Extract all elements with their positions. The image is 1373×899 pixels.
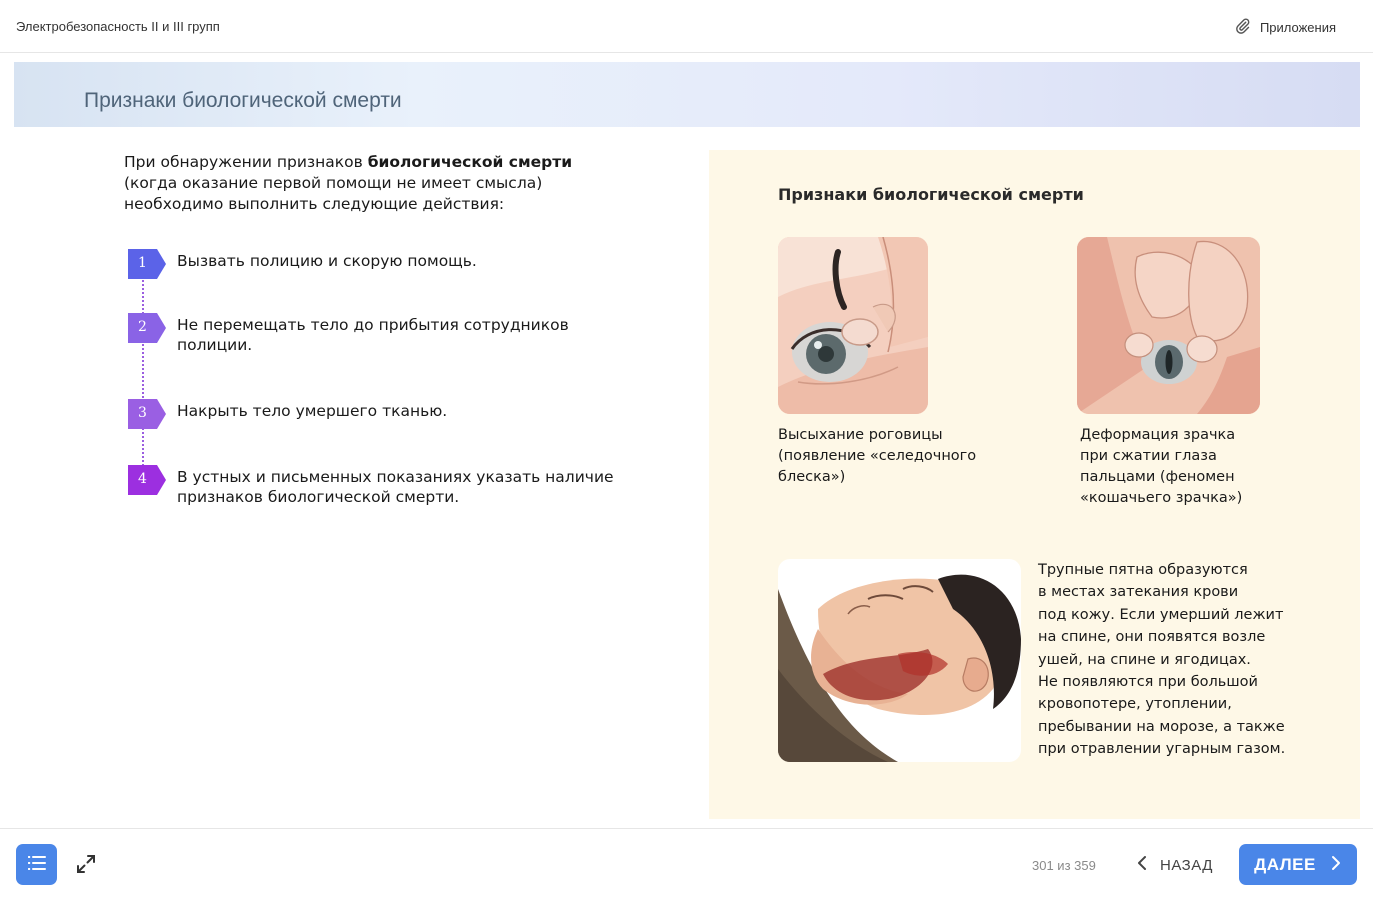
caption-line: пребывании на морозе, а также xyxy=(1038,718,1285,735)
caption-line: кровопотере, утоплении, xyxy=(1038,696,1232,713)
step-badge xyxy=(128,313,166,343)
caption-line: Трупные пятна образуются xyxy=(1038,562,1248,578)
caption-line: пальцами (феномен xyxy=(1080,469,1235,485)
slide-header xyxy=(14,62,1360,127)
livor-mortis-illustration xyxy=(778,559,1021,762)
caption-line: Высыхание роговицы xyxy=(778,427,943,443)
intro-line-3: необходимо выполнить следующие действия: xyxy=(124,195,505,213)
expand-button[interactable] xyxy=(76,854,96,874)
back-button[interactable] xyxy=(1136,853,1213,877)
intro-prefix: При обнаружении признаков xyxy=(124,153,368,171)
caption-line: при сжатии глаза xyxy=(1080,448,1217,464)
caption-line: Деформация зрачка xyxy=(1080,427,1236,443)
attachments-label: Приложения xyxy=(1259,20,1336,35)
signs-panel xyxy=(709,150,1360,819)
list-icon xyxy=(28,855,46,875)
step-badge xyxy=(128,249,166,279)
caption-line: под кожу. Если умерший лежит xyxy=(1038,606,1284,623)
step-text: Накрыть тело умершего тканью. xyxy=(177,402,448,420)
top-bar xyxy=(0,0,1373,53)
steps-list xyxy=(128,249,688,549)
slide-title: Признаки биологической смерти xyxy=(84,89,402,112)
intro-line-2: (когда оказание первой помощи не имеет смысла) xyxy=(124,174,543,192)
next-button[interactable] xyxy=(1239,844,1357,885)
page-counter: 301 из 359 xyxy=(1032,858,1096,873)
step-number: 4 xyxy=(138,471,147,487)
next-label: ДАЛЕЕ xyxy=(1254,854,1316,874)
step-text: В устных и письменных показаниях указать наличие признаков биологической смерти. xyxy=(177,468,614,506)
caption-line: Не появляются при большой xyxy=(1038,674,1258,691)
caption-line: при отравлении угарным газом. xyxy=(1038,741,1286,758)
step-number: 1 xyxy=(138,255,147,271)
caption-line: (появление «селедочного xyxy=(778,448,977,464)
caption-line: «кошачьего зрачка») xyxy=(1080,490,1243,506)
menu-button[interactable] xyxy=(16,844,57,885)
caption-pupil xyxy=(1080,425,1242,509)
caption-cornea xyxy=(778,425,976,488)
course-title: Электробезопасность II и III групп xyxy=(16,19,220,34)
bottom-bar xyxy=(0,828,1373,899)
caption-line: в местах затекания крови xyxy=(1038,584,1239,601)
panel-title: Признаки биологической смерти xyxy=(778,185,1084,204)
attachments-button[interactable] xyxy=(1234,17,1336,38)
intro-text xyxy=(124,152,644,215)
step-text: Не перемещать тело до прибытия сотрудников полиции. xyxy=(177,316,569,354)
caption-line: ушей, на спине и ягодицах. xyxy=(1038,651,1251,668)
back-label: НАЗАД xyxy=(1160,856,1213,874)
intro-bold: биологической смерти xyxy=(367,153,573,171)
chevron-right-icon xyxy=(1330,855,1342,875)
step-badge xyxy=(128,399,166,429)
cat-pupil-illustration xyxy=(1077,237,1260,414)
caption-livor-mortis xyxy=(1038,559,1285,761)
paperclip-icon xyxy=(1234,17,1251,38)
step-number: 2 xyxy=(138,319,147,335)
caption-line: блеска») xyxy=(778,469,846,485)
step-text: Вызвать полицию и скорую помощь. xyxy=(177,252,477,270)
steps-connector xyxy=(142,277,144,482)
step-number: 3 xyxy=(138,405,147,421)
step-badge xyxy=(128,465,166,495)
caption-line: на спине, они появятся возле xyxy=(1038,629,1266,646)
cornea-drying-illustration xyxy=(778,237,928,414)
expand-icon xyxy=(76,859,96,878)
chevron-left-icon xyxy=(1136,855,1148,875)
